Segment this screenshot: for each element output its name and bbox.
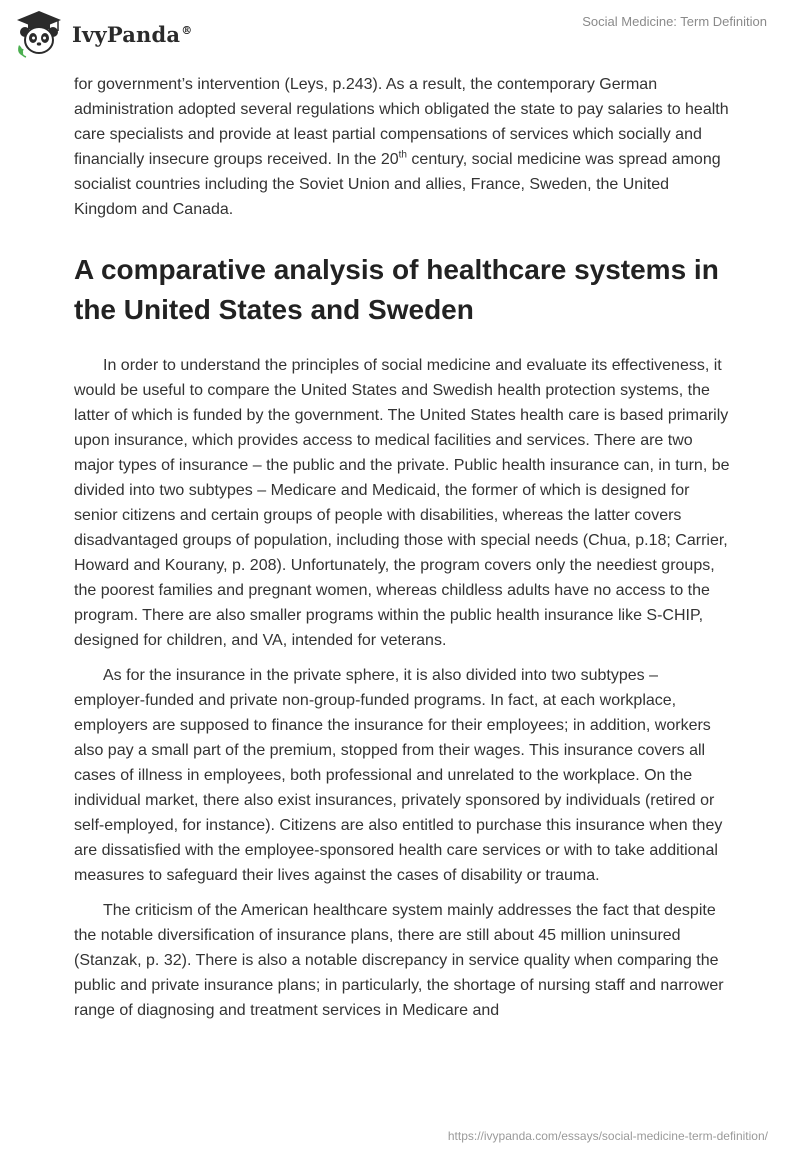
intro-paragraph (74, 72, 730, 222)
intro-text-part-b: century, social medicine was spread among socialist countries including the Soviet Union and allies, France, Sweden, the United Kingdom and Canada. (74, 151, 721, 218)
article-body (74, 72, 730, 1023)
paragraph-criticism: The criticism of the American healthcare system mainly addresses the fact that despite the notable diversification of insurance plans, there are still about 45 million uninsured (Stanzak, p. 32). There is also a notable discrepancy in service quality when comparing the public and private insurance plans; in particularly, the shortage of nursing staff and narrower range of diagnosing and treatment services in Medicare and (74, 902, 724, 1019)
brand-registered-mark: ® (181, 23, 193, 37)
ordinal-superscript: th (398, 149, 407, 161)
section-heading: A comparative analysis of healthcare systems in the United States and Sweden (74, 254, 719, 325)
paragraph-private-insurance: As for the insurance in the private sphere, it is also divided into two subtypes – employer-funded and private non-group-funded programs. In fact, at each workplace, employers are supposed to finance the insurance for their employees; in addition, workers also pay a small part of the premium, stopped from their wages. This insurance covers all cases of illness in employees, both professional and unrelated to the workplace. On the individual market, there also exist insurances, privately sponsored by individuals (retired or self-employed, for instance). Citizens are also entitled to purchase this insurance when they are dissatisfied with the employee-sponsored health care services or with to take additional measures to safeguard their lives against the cases of disability or trauma. (74, 667, 723, 884)
document-title: Social Medicine: Term Definition (582, 14, 767, 29)
panda-graduate-icon (14, 9, 64, 59)
brand-logo[interactable] (14, 6, 192, 62)
intro-text-part-a: for government’s intervention (Leys, p.243). As a result, the contemporary German administration adopted several regulations which obligated the state to pay salaries to health care specialists and provide at least partial compensations of services which socially and financially insecure groups received. In the 20 (74, 76, 729, 168)
source-url-link[interactable]: https://ivypanda.com/essays/social-medicine-term-definition/ (447, 1129, 768, 1143)
brand-name: IvyPanda® (72, 21, 193, 47)
page-header (0, 0, 800, 70)
paragraph-us-insurance-overview: In order to understand the principles of social medicine and evaluate its effectiveness, it would be useful to compare the United States and Swedish health protection systems, the latter of which is funded by the government. The United States health care is based primarily upon insurance, which provides access to medical facilities and services. There are two major types of insurance – the public and the private. Public health insurance can, in turn, be divided into two subtypes – Medicare and Medicaid, the former of which is designed for senior citizens and certain groups of people with disabilities, whereas the latter covers disadvantaged groups of population, including those with special needs (Chua, p.18; Carrier, Howard and Kourany, p. 208). Unfortunately, the program covers only the neediest groups, the poorest families and pregnant women, whereas childless adults have no access to the program. There are also smaller programs within the public health insurance like S-CHIP, designed for children, and VA, intended for veterans. (74, 357, 730, 649)
